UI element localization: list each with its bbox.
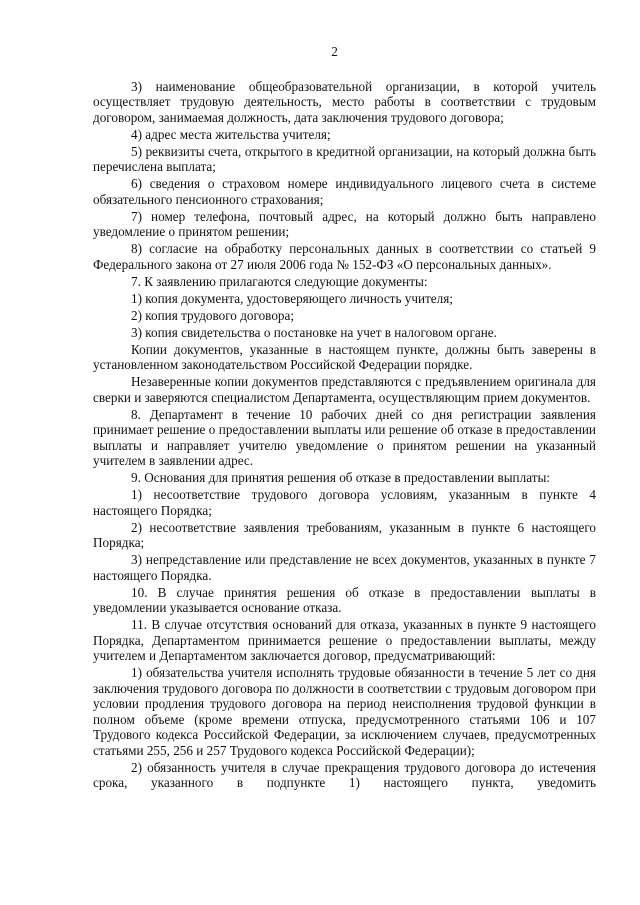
- paragraph-7-phone: 7) номер телефона, почтовый адрес, на который должно быть направлено уведомление о принятом решении;: [93, 208, 596, 239]
- paragraph-3-org-name: 3) наименование общеобразовательной организации, в которой учитель осуществляет трудовую деятельность, место работы в соответствии с трудовым договором, занимаемая должность, дата заключения трудового договора;: [93, 78, 596, 125]
- section-7-heading: 7. К заявлению прилагаются следующие документы:: [131, 273, 428, 289]
- refusal-ground-3: 3) непредставление или представление не всех документов, указанных в пункте 7 настоящего Порядка.: [93, 552, 596, 583]
- contract-clause-1: 1) обязательства учителя исполнять трудовые обязанности в течение 5 лет со дня заключения трудового договора по должности в соответствии с трудовым договором при условии продления трудового договора на период неисполнения трудовой функции в полном объеме (кроме времени отпуска, предусмотренного статьями 106 и 107 Трудового кодекса Российской Федерации, за исключением случаев, предусмотренных статьями 255, 256 и 257 Трудового кодекса Российской Федерации);: [93, 665, 596, 758]
- refusal-ground-2: 2) несоответствие заявления требованиям, указанным в пункте 6 настоящего Порядка;: [93, 519, 596, 550]
- section-10: 10. В случае принятия решения об отказе в предоставлении выплаты в уведомлении указывается основание отказа.: [93, 584, 596, 615]
- section-11: 11. В случае отсутствия оснований для отказа, указанных в пункте 9 настоящего Порядка, Департаментом принимается решение о предоставлении выплаты, между учителем и Департаментом заключается договор, предусматривающий:: [93, 617, 596, 663]
- page-number: 2: [331, 44, 338, 59]
- uncertified-copies: Незаверенные копии документов представляются с предъявлением оригинала для сверки и заверяются специалистом Департамента, осуществляющим прием документов.: [93, 374, 596, 405]
- paragraph-8-consent: 8) согласие на обработку персональных данных в соответствии со статьей 9 Федерального закона от 27 июля 2006 года № 152-ФЗ «О персональных данных».: [93, 241, 596, 272]
- refusal-ground-1: 1) несоответствие трудового договора условиям, указанным в пункте 4 настоящего Порядка;: [93, 487, 596, 518]
- paragraph-6-snils: 6) сведения о страховом номере индивидуального лицевого счета в системе обязательного пенсионного страхования;: [93, 176, 596, 207]
- doc-item-3: 3) копия свидетельства о постановке на учет в налоговом органе.: [131, 324, 497, 340]
- section-8: 8. Департамент в течение 10 рабочих дней со дня регистрации заявления принимает решение о предоставлении выплаты или решение об отказе в предоставлении выплаты и направляет учителю уведомление о принятом решении на указанный учителем в заявлении адрес.: [93, 406, 596, 468]
- document-body: [93, 79, 596, 791]
- paragraph-4-address: 4) адрес места жительства учителя;: [131, 126, 331, 142]
- contract-clause-2: 2) обязанность учителя в случае прекращения трудового договора до истечения срока, указанного в подпункте 1) настоящего пункта, уведомить: [93, 759, 596, 790]
- section-9-heading: 9. Основания для принятия решения об отказе в предоставлении выплаты:: [131, 470, 550, 485]
- copies-certified: Копии документов, указанные в настоящем пункте, должны быть заверены в установленном законодательством Российской Федерации порядке.: [93, 341, 596, 372]
- doc-item-1: 1) копия документа, удостоверяющего личность учителя;: [131, 290, 453, 306]
- doc-item-2: 2) копия трудового договора;: [131, 307, 295, 323]
- paragraph-5-bank-details: 5) реквизиты счета, открытого в кредитной организации, на который должна быть перечислена выплата;: [93, 143, 596, 174]
